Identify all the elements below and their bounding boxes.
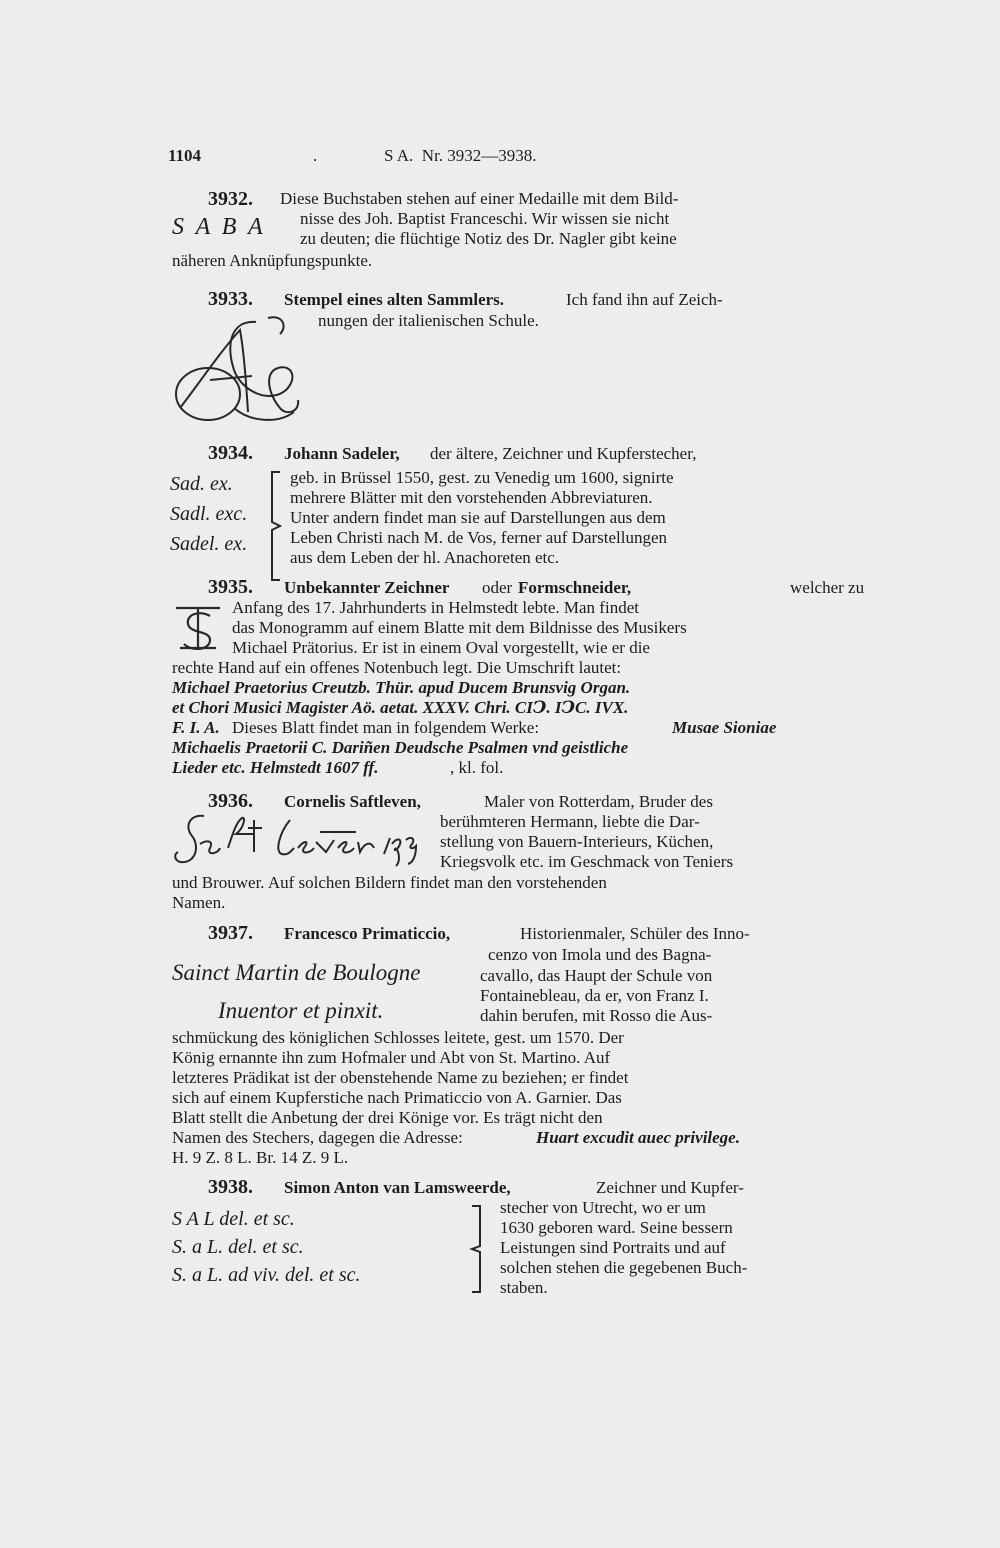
entry-text: Maler von Rotterdam, Bruder des xyxy=(484,792,713,811)
entry-text: Anfang des 17. Jahrhunderts in Helmstedt lebte. Man findet xyxy=(232,598,639,617)
entry-text: Namen. xyxy=(172,893,226,912)
entry-text: mehrere Blätter mit den vorstehenden Abbreviaturen. xyxy=(290,488,653,507)
entry-text: Blatt stellt die Anbetung der drei Könige vor. Es trägt nicht den xyxy=(172,1108,603,1127)
book-title: Michaelis Praetorii C. Dariñen Deudsche Psalmen vnd geistliche xyxy=(172,738,629,757)
entry-text: stellung von Bauern-Interieurs, Küchen, xyxy=(440,832,714,851)
entry-text: und Brouwer. Auf solchen Bildern findet man den vorstehenden xyxy=(172,873,607,892)
entry-text: Fontainebleau, da er, von Franz I. xyxy=(480,986,709,1005)
entry-text: welcher zu xyxy=(790,578,865,597)
entry-text: schmückung des königlichen Schlosses leitete, gest. um 1570. Der xyxy=(172,1028,624,1047)
entry-text: sich auf einem Kupferstiche nach Primaticcio von A. Garnier. Das xyxy=(172,1088,622,1107)
entry-text: cavallo, das Haupt der Schule von xyxy=(480,966,713,985)
entry-text: nungen der italienischen Schule. xyxy=(318,311,539,330)
entry-text: berühmteren Hermann, liebte die Dar- xyxy=(440,812,700,831)
entry-name: Stempel eines alten Sammlers. xyxy=(284,290,505,309)
inscription-text: et Chori Musici Magister Aö. aetat. XXXV. Chri. CIↃ. IↃC. IVX. xyxy=(172,698,629,717)
entry-text: Unter andern findet man sie auf Darstellungen aus dem xyxy=(290,508,666,527)
entry-text: Zeichner und Kupfer- xyxy=(596,1178,744,1197)
entry-text: aus dem Leben der hl. Anachoreten etc. xyxy=(290,548,560,567)
entry-name: Formschneider, xyxy=(518,578,632,597)
signature-mark: Sainct Martin de Boulogne xyxy=(172,960,421,985)
entry-number: 3937. xyxy=(208,922,253,944)
book-title: Lieder etc. Helmstedt 1607 ff. xyxy=(172,758,379,777)
running-header: S A. Nr. 3932—3938. xyxy=(384,146,537,165)
entry-text: Michael Prätorius. Er ist in einem Oval vorgestellt, wie er die xyxy=(232,638,650,657)
entry-number: 3936. xyxy=(208,790,253,812)
entry-text: stecher von Utrecht, wo er um xyxy=(500,1198,706,1217)
entry-name: Johann Sadeler, xyxy=(284,444,400,463)
entry-text: zu deuten; die flüchtige Notiz des Dr. Nagler gibt keine xyxy=(300,229,677,248)
page-number: 1104 xyxy=(168,146,202,165)
entry-name: Simon Anton van Lamsweerde, xyxy=(284,1178,511,1197)
entry-text: nisse des Joh. Baptist Franceschi. Wir wissen sie nicht xyxy=(300,209,670,228)
entry-text: Diese Buchstaben stehen auf einer Medaille mit dem Bild- xyxy=(280,189,679,208)
entry-text: Kriegsvolk etc. im Geschmack von Teniers xyxy=(440,852,734,871)
entry-text: oder xyxy=(482,578,513,597)
entry-text: Namen des Stechers, dagegen die Adresse: xyxy=(172,1128,463,1147)
abbreviation-mark: S. a L. del. et sc. xyxy=(172,1236,304,1258)
book-title: Musae Sioniae xyxy=(672,718,777,737)
entry-text: Historienmaler, Schüler des Inno- xyxy=(520,924,750,943)
brace-icon xyxy=(468,1204,484,1294)
address-inscription: Huart excudit auec privilege. xyxy=(536,1128,740,1147)
monogram-text: S A B A xyxy=(172,214,263,240)
brace-icon xyxy=(268,470,284,582)
abbreviation-mark: Sad. ex. xyxy=(170,473,233,495)
entry-text: solchen stehen die gegebenen Buch- xyxy=(500,1258,748,1277)
entry-text: Ich fand ihn auf Zeich- xyxy=(566,290,723,309)
collector-stamp-monogram xyxy=(170,312,305,428)
entry-number: 3935. xyxy=(208,576,253,598)
entry-number: 3934. xyxy=(208,442,253,464)
abbreviation-mark: Sadel. ex. xyxy=(170,533,248,555)
entry-text: Dieses Blatt findet man in folgendem Werke: xyxy=(232,718,540,737)
entry-text: geb. in Brüssel 1550, gest. zu Venedig um 1600, signirte xyxy=(290,468,674,487)
inscription-text: Michael Praetorius Creutzb. Thür. apud Ducem Brunsvig Organ. xyxy=(172,678,631,697)
entry-text: staben. xyxy=(500,1278,548,1297)
entry-number: 3933. xyxy=(208,288,253,310)
abbreviation-mark: S A L del. et sc. xyxy=(172,1208,295,1230)
entry-text: rechte Hand auf ein offenes Notenbuch legt. Die Umschrift lautet: xyxy=(172,658,622,677)
entry-text: Leistungen sind Portraits und auf xyxy=(500,1238,726,1257)
entry-name: Unbekannter Zeichner xyxy=(284,578,450,597)
entry-text: näheren Anknüpfungspunkte. xyxy=(172,251,373,270)
entry-text: 1630 geboren ward. Seine bessern xyxy=(500,1218,733,1237)
entry-text: , kl. fol. xyxy=(450,758,504,777)
entry-number: 3938. xyxy=(208,1176,253,1198)
entry-text: der ältere, Zeichner und Kupferstecher, xyxy=(430,444,697,463)
saftleven-signature xyxy=(170,808,432,872)
abbreviation-mark: S. a L. ad viv. del. et sc. xyxy=(172,1264,361,1286)
entry-text: cenzo von Imola und des Bagna- xyxy=(488,945,712,964)
entry-text: Leben Christi nach M. de Vos, ferner auf Darstellungen xyxy=(290,528,668,547)
entry-text: dahin berufen, mit Rosso die Aus- xyxy=(480,1006,713,1025)
entry-name: Francesco Primaticcio, xyxy=(284,924,451,943)
entry-text: König ernannte ihn zum Hofmaler und Abt von St. Martino. Auf xyxy=(172,1048,611,1067)
entry-text: das Monogramm auf einem Blatte mit dem Bildnisse des Musikers xyxy=(232,618,687,637)
entry-text: H. 9 Z. 8 L. Br. 14 Z. 9 L. xyxy=(172,1148,349,1167)
entry-text: letzteres Prädikat ist der obenstehende Name zu beziehen; er findet xyxy=(172,1068,629,1087)
entry-name: Cornelis Saftleven, xyxy=(284,792,421,811)
header-dot: . xyxy=(313,146,318,165)
entry-number: 3932. xyxy=(208,188,253,210)
formschneider-monogram-icon xyxy=(170,600,228,656)
inscription-text: F. I. A. xyxy=(172,718,220,737)
signature-mark: Inuentor et pinxit. xyxy=(218,998,384,1023)
abbreviation-mark: Sadl. exc. xyxy=(170,503,248,525)
